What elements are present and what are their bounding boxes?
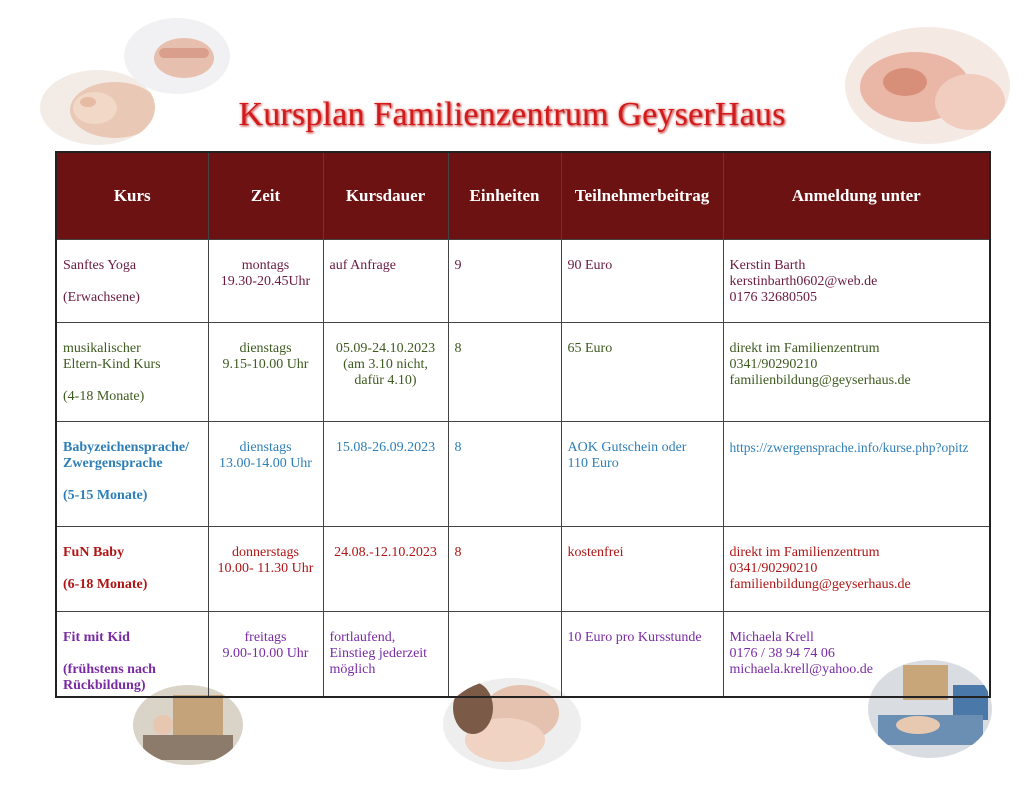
course-fee: 10 Euro pro Kursstunde (567, 630, 702, 645)
cell-anmeldung (723, 422, 990, 527)
cell-kursdauer (323, 422, 448, 527)
cell-zeit (208, 240, 323, 323)
course-duration-note: (am 3.10 nicht, (343, 357, 428, 372)
cell-beitrag (561, 612, 723, 698)
course-fee: 65 Euro (567, 341, 613, 356)
course-day: dienstags (239, 341, 292, 356)
contact-email[interactable]: familienbildung@geyserhaus.de (729, 373, 911, 388)
cell-kursdauer (323, 323, 448, 422)
course-fee: kostenfrei (567, 545, 624, 560)
cell-anmeldung (723, 240, 990, 323)
course-duration: fortlaufend, (329, 630, 396, 645)
cell-anmeldung (723, 323, 990, 422)
contact-name: direkt im Familienzentrum (729, 545, 880, 560)
course-time: 10.00- 11.30 Uhr (217, 561, 314, 576)
course-duration: 15.08-26.09.2023 (335, 440, 436, 455)
course-name: musikalischer (63, 341, 141, 356)
course-duration: 05.09-24.10.2023 (335, 341, 436, 356)
contact-email[interactable]: kerstinbarth0602@web.de (729, 274, 878, 289)
table-row (56, 422, 990, 527)
course-duration: 24.08.-12.10.2023 (334, 545, 437, 560)
table-row (56, 240, 990, 323)
course-target-group: (Erwachsene) (63, 290, 140, 305)
table-header-row (56, 152, 990, 240)
cell-einheiten: 8 (448, 527, 561, 612)
cell-kurs (56, 612, 208, 698)
course-target-group: (5-15 Monate) (63, 488, 148, 503)
header-anmeldung: Anmeldung unter (723, 152, 990, 240)
cell-beitrag (561, 323, 723, 422)
cell-zeit (208, 422, 323, 527)
course-name: Fit mit Kid (63, 630, 130, 645)
course-duration-note-cont: möglich (329, 662, 376, 677)
cell-beitrag (561, 422, 723, 527)
table-row (56, 612, 990, 698)
course-day: freitags (244, 630, 287, 645)
cell-kurs (56, 422, 208, 527)
course-duration-note-cont: dafür 4.10) (354, 373, 417, 388)
cell-anmeldung (723, 612, 990, 698)
contact-name: direkt im Familienzentrum (729, 341, 880, 356)
header-kursdauer: Kursdauer (323, 152, 448, 240)
course-duration: auf Anfrage (329, 258, 396, 273)
course-time: 19.30-20.45Uhr (220, 274, 311, 289)
cell-kurs (56, 323, 208, 422)
header-kurs: Kurs (56, 152, 208, 240)
contact-name: Michaela Krell (729, 630, 814, 645)
registration-link[interactable]: https://zwergensprache.info/kurse.php?opitz (729, 440, 969, 455)
course-name: Babyzeichensprache/ (63, 440, 189, 455)
course-day: donnerstags (232, 545, 299, 560)
cell-zeit (208, 323, 323, 422)
course-name-cont: Zwergensprache (63, 456, 163, 471)
cell-kursdauer (323, 527, 448, 612)
contact-email[interactable]: michaela.krell@yahoo.de (729, 662, 873, 677)
contact-phone: 0341/90290210 (729, 357, 818, 372)
cell-beitrag (561, 240, 723, 323)
cell-kursdauer (323, 612, 448, 698)
cell-einheiten (448, 612, 561, 698)
header-einheiten: Einheiten (448, 152, 561, 240)
contact-name: Kerstin Barth (729, 258, 806, 273)
course-fee: 90 Euro (567, 258, 613, 273)
header-teilnehmerbeitrag: Teilnehmerbeitrag (561, 152, 723, 240)
cell-einheiten: 8 (448, 422, 561, 527)
page-title: Kursplan Familienzentrum GeyserHaus (238, 96, 786, 133)
header-zeit: Zeit (208, 152, 323, 240)
course-day: montags (241, 258, 290, 273)
course-day: dienstags (239, 440, 292, 455)
baby-hand-finger-photo (124, 18, 230, 94)
contact-phone: 0176 32680505 (729, 290, 817, 305)
course-duration-note: Einstieg jederzeit (329, 646, 428, 661)
course-target-group: (frühstens nach Rückbildung) (63, 662, 156, 693)
table-row (56, 323, 990, 422)
cell-kurs (56, 240, 208, 323)
course-schedule-table (55, 151, 991, 698)
contact-phone: 0341/90290210 (729, 561, 818, 576)
course-time: 9.00-10.00 Uhr (222, 646, 309, 661)
cell-kursdauer (323, 240, 448, 323)
course-name: FuN Baby (63, 545, 125, 560)
cell-zeit (208, 527, 323, 612)
course-name: Sanftes Yoga (63, 258, 137, 273)
course-time: 13.00-14.00 Uhr (219, 456, 312, 471)
cell-kurs (56, 527, 208, 612)
cell-einheiten: 8 (448, 323, 561, 422)
contact-phone: 0176 / 38 94 74 06 (729, 646, 835, 661)
course-target-group: (6-18 Monate) (63, 577, 148, 592)
cell-zeit (208, 612, 323, 698)
cell-einheiten: 9 (448, 240, 561, 323)
course-fee-cont: 110 Euro (567, 456, 619, 471)
course-fee: AOK Gutschein oder (567, 440, 687, 455)
table-row (56, 527, 990, 612)
course-target-group: (4-18 Monate) (63, 389, 145, 404)
course-time: 9.15-10.00 Uhr (222, 357, 309, 372)
cell-anmeldung (723, 527, 990, 612)
contact-email[interactable]: familienbildung@geyserhaus.de (729, 577, 911, 592)
cell-beitrag (561, 527, 723, 612)
course-name-cont: Eltern-Kind Kurs (63, 357, 161, 372)
